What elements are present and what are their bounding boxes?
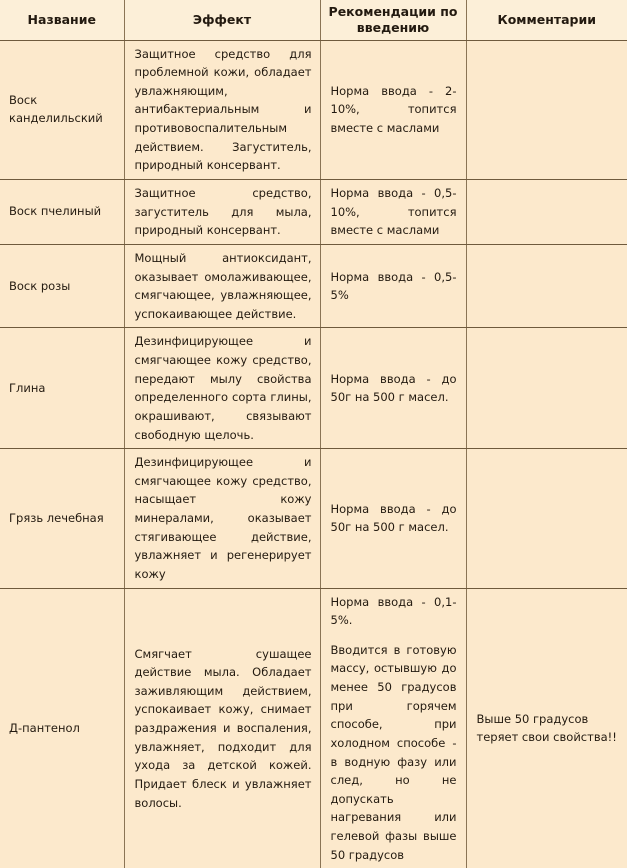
table-row [0,40,627,179]
cell-comment [466,328,627,449]
cell-name: Воск канделильский [0,40,124,179]
cell-comment [466,179,627,244]
column-header-effect: Эффект [124,0,320,40]
cell-dosage: Норма ввода - 0,5-5% [320,244,466,328]
column-header-dosage: Рекомендации по введению [320,0,466,40]
cell-name: Грязь лечебная [0,449,124,588]
cell-effect: Дезинфицирующее и смягчающее кожу средство, передают мылу свойства определенного сорта глины, окрашивают, связывают свободную щелочь. [124,328,320,449]
cell-name: Воск пчелиный [0,179,124,244]
column-header-comment: Комментарии [466,0,627,40]
cell-comment: Выше 50 градусов теряет свои свойства!! [466,588,627,868]
cell-effect: Смягчает сушащее действие мыла. Обладает заживляющим действием, успокаивает кожу, снимает раздражения и воспаления, увлажняет, подходит для ухода за детской кожей. Придает блеск и увлажняет волосы. [124,588,320,868]
cell-comment [466,244,627,328]
cell-effect: Защитное средство для проблемной кожи, обладает увлажняющим, антибактериальным и противовоспалительным действием. Загуститель, природный консервант. [124,40,320,179]
cell-effect: Мощный антиоксидант, оказывает омолаживающее, смягчающее, увлажняющее, успокаивающее действие. [124,244,320,328]
dosage-paragraph: Норма ввода - 0,1-5%. [330,594,457,628]
cell-effect: Защитное средство, загуститель для мыла, природный консервант. [124,179,320,244]
cell-dosage: Норма ввода - 2-10%, топится вместе с маслами [320,40,466,179]
cell-name: Д-пантенол [0,588,124,868]
table-body [0,40,627,868]
dosage-paragraph: Вводится в готовую массу, остывшую до менее 50 градусов при горячем способе, при холодном способе - в водную фазу или след, но не допускать нагревания или гелевой фазы выше 50 градусов [330,642,457,862]
table-row [0,179,627,244]
cell-dosage: Норма ввода - до 50г на 500 г масел. [320,449,466,588]
cell-dosage [320,588,466,868]
cell-comment [466,40,627,179]
table-row [0,244,627,328]
table-header [0,0,627,40]
cell-dosage: Норма ввода - 0,5-10%, топится вместе с маслами [320,179,466,244]
cell-effect: Дезинфицирующее и смягчающее кожу средство, насыщает кожу минералами, оказывает стягивающее действие, увлажняет и регенерирует кожу [124,449,320,588]
cell-dosage: Норма ввода - до 50г на 500 г масел. [320,328,466,449]
cell-name: Воск розы [0,244,124,328]
column-header-name: Название [0,0,124,40]
table-header-row [0,0,627,40]
table-row [0,588,627,868]
cell-name: Глина [0,328,124,449]
table-row [0,328,627,449]
table-row [0,449,627,588]
cell-comment [466,449,627,588]
